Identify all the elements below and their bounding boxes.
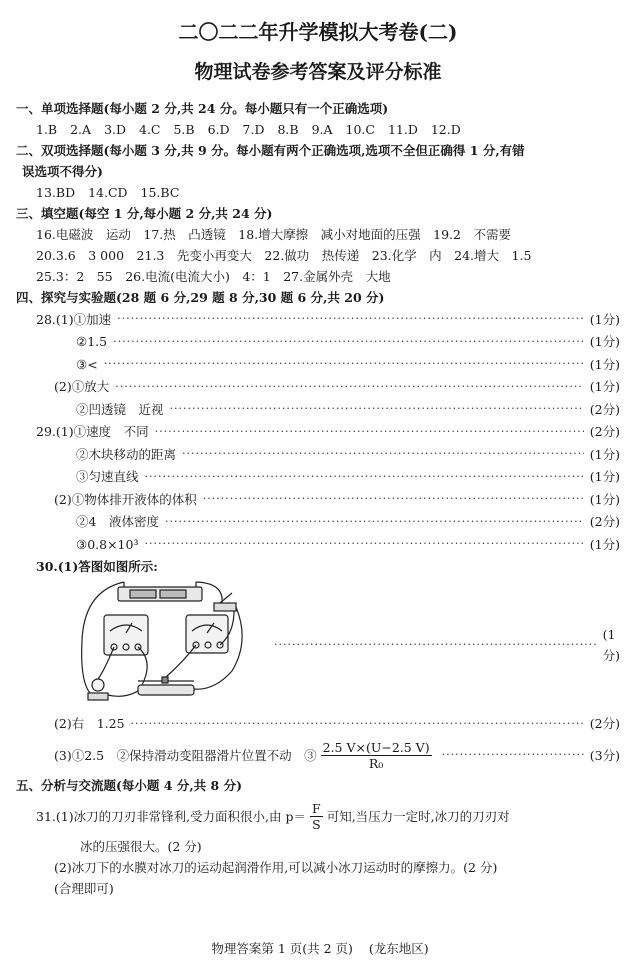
section2-heading-cont: 误选项不得分) (22, 164, 103, 179)
score-label: (1分) (589, 334, 620, 350)
dot-leader (203, 488, 584, 510)
q29-label: (2)①物体排开液体的体积 (54, 491, 197, 507)
answer-item: 3.D (104, 122, 127, 137)
dot-leader (144, 533, 583, 555)
dot-leader (104, 353, 584, 375)
q30-figure-row (16, 581, 620, 709)
q28-label: ③< (76, 356, 98, 372)
q29-row (16, 421, 620, 444)
fraction-denominator: S (312, 816, 321, 832)
q28-row (16, 353, 620, 376)
answer-item: 4.C (139, 122, 161, 137)
q29-label: ②木块移动的距离 (76, 446, 177, 462)
section3-line: 25.3：2 55 26.电流(电流大小) 4：1 27.金属外壳 大地 (36, 269, 391, 284)
answer-item: 12.D (430, 122, 461, 137)
section2-answers (16, 182, 620, 203)
q29-row (16, 443, 620, 466)
q31-part1-cont: 冰的压强很大。(2 分) (80, 839, 202, 854)
score-label: (1分) (589, 311, 620, 327)
score-label: (1分) (589, 491, 620, 507)
score-label: (1分) (589, 446, 620, 462)
score-label: (1分) (589, 379, 620, 395)
fraction-denominator: R₀ (368, 755, 384, 771)
q28-row (16, 308, 620, 331)
q29-row (16, 511, 620, 534)
answer-item: 10.C (345, 122, 375, 137)
q30-row (16, 713, 620, 736)
q28-label: ②1.5 (76, 334, 108, 350)
dot-leader (182, 443, 584, 465)
footer-region: (龙东地区) (368, 941, 429, 956)
q29-row (16, 488, 620, 511)
answer-item: 13.BD (36, 185, 76, 200)
q28-label: ②凹透镜 近视 (76, 401, 164, 417)
answer-item: 1.B (36, 122, 58, 137)
footer-page-number: 物理答案第 1 页(共 2 页) (211, 941, 353, 956)
q28-row (16, 331, 620, 354)
answer-item: 15.BC (140, 185, 180, 200)
section3-line: 16.电磁波 运动 17.热 凸透镜 18.增大摩擦 减小对地面的压强 19.2 不需要 (36, 227, 511, 242)
page-subtitle: 物理试卷参考答案及评分标准 (194, 61, 442, 83)
section5-heading: 五、分析与交流题(每小题 4 分,共 8 分) (16, 778, 242, 793)
answer-item: 6.D (207, 122, 230, 137)
score-label: (1分) (589, 536, 620, 552)
section4-heading: 四、探究与实验题(28 题 6 分,29 题 8 分,30 题 6 分,共 20 分) (16, 290, 385, 305)
dot-leader (117, 308, 584, 330)
q31-text: 可知,当压力一定时,冰刀的刀刃对 (326, 808, 510, 824)
section2-heading: 二、双项选择题(每小题 3 分,共 9 分。每小题有两个正确选项,选项不全但正确得 1 分,有错 (16, 143, 525, 158)
dot-leader (131, 713, 584, 735)
q29-row (16, 533, 620, 556)
score-label: (2分) (589, 716, 620, 732)
dot-leader (170, 398, 584, 420)
page-title: 二〇二二年升学模拟大考卷(二) (178, 20, 458, 44)
q31-part2: (2)冰刀下的水膜对冰刀的运动起润滑作用,可以减小冰刀运动时的摩擦力。(2 分) (54, 860, 498, 875)
section3-heading: 三、填空题(每空 1 分,每小题 2 分,共 24 分) (16, 206, 273, 221)
answer-item: 11.D (387, 122, 418, 137)
dot-leader (145, 466, 584, 488)
circuit-diagram (74, 581, 254, 709)
q31-note: (合理即可) (54, 881, 114, 896)
answer-item: 5.B (173, 122, 195, 137)
q30-label: (3)①2.5 ②保持滑动变阻器滑片位置不动 ③ (54, 747, 317, 763)
answer-item: 2.A (70, 122, 92, 137)
q30-row (16, 735, 620, 775)
score-label: (3分) (589, 747, 620, 763)
score-label: (2分) (589, 424, 620, 440)
dot-leader (274, 634, 597, 655)
q30-intro: 30.(1)答图如图所示: (36, 558, 158, 574)
fraction-numerator: F (312, 800, 321, 816)
q28-label: (2)①放大 (54, 379, 110, 395)
dot-leader (165, 511, 584, 533)
score-label: (2分) (589, 514, 620, 530)
score-label: (1分) (589, 469, 620, 485)
dot-leader (115, 376, 584, 398)
section3-line: 20.3.6 3 000 21.3 先变小再变大 22.做功 热传递 23.化学 内 24.增大 1.5 (36, 248, 532, 263)
fraction-numerator: 2.5 V×(U−2.5 V) (322, 739, 430, 755)
q31-text: 31.(1)冰刀的刀刃非常锋利,受力面积很小,由 p＝ (36, 808, 307, 824)
q28-row (16, 376, 620, 399)
formula-fraction (310, 801, 323, 832)
dot-leader (442, 744, 584, 766)
q29-label: ③匀速直线 (76, 469, 139, 485)
formula-fraction (321, 740, 432, 771)
score-label: (2分) (589, 401, 620, 417)
q29-label: 29.(1)①速度 不同 (36, 424, 149, 440)
q29-label: ③0.8×10³ (76, 536, 139, 552)
q28-row (16, 398, 620, 421)
answer-item: 14.CD (88, 185, 128, 200)
section1-answers (16, 119, 620, 140)
score-label: (1分) (589, 356, 620, 372)
q28-label: 28.(1)①加速 (36, 311, 112, 327)
dot-leader (113, 331, 584, 353)
answer-item: 8.B (277, 122, 299, 137)
dot-leader (155, 421, 584, 443)
q31-part1 (16, 796, 620, 836)
answer-item: 9.A (311, 122, 333, 137)
page-footer (0, 938, 640, 959)
q29-label: ②4 液体密度 (76, 514, 159, 530)
q30-label: (2)右 1.25 (54, 716, 125, 732)
answer-item: 7.D (242, 122, 265, 137)
q29-row (16, 466, 620, 489)
section1-heading: 一、单项选择题(每小题 2 分,共 24 分。每小题只有一个正确选项) (16, 101, 389, 116)
score-label: (1分) (602, 626, 621, 663)
